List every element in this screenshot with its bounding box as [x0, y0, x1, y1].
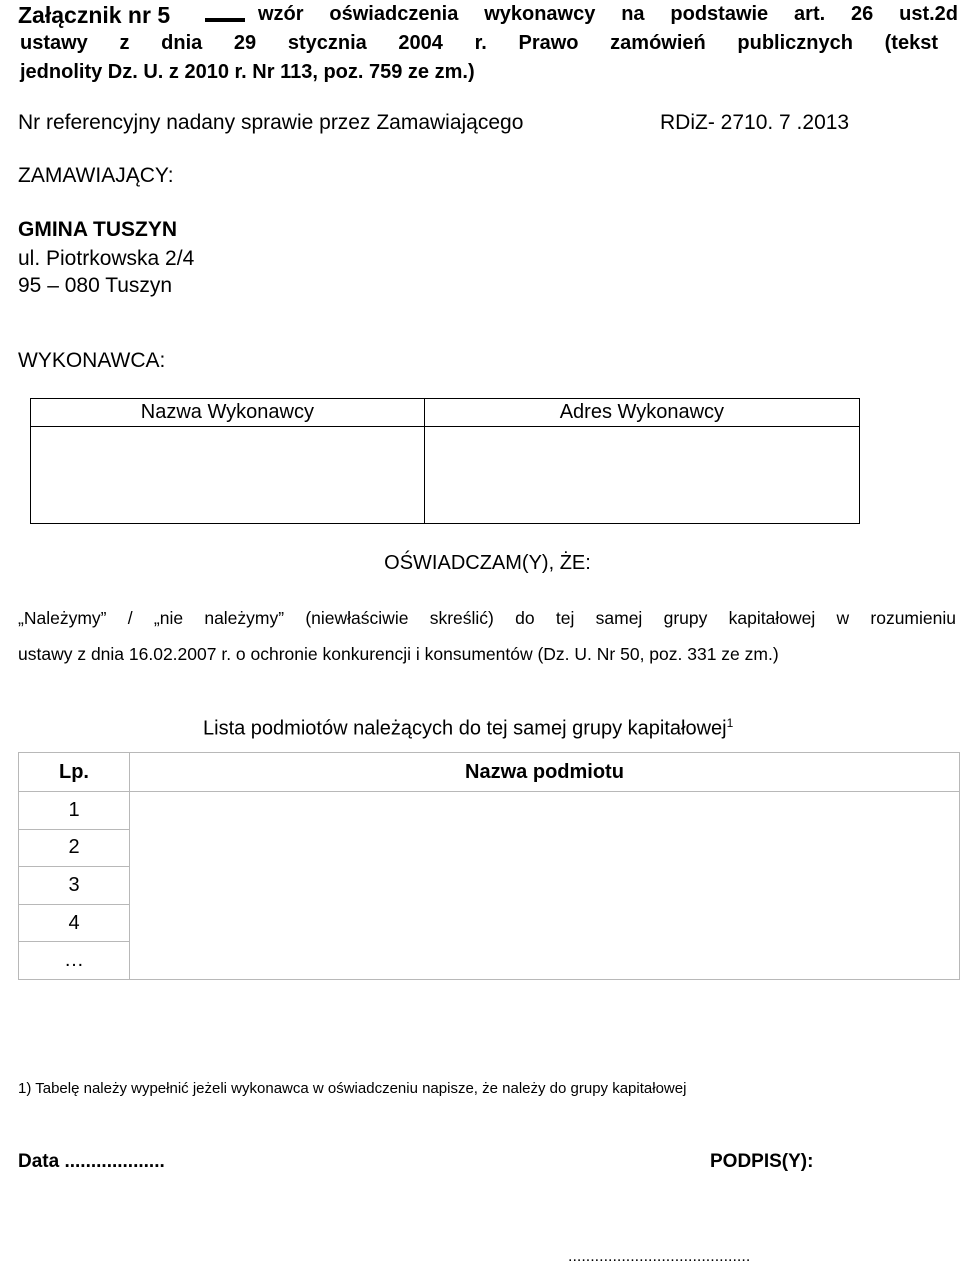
footnote-text: 1) Tabelę należy wypełnić jeżeli wykonawca w oświadczeniu napisze, że należy do grupy kapitałowej: [18, 1080, 687, 1097]
footnote-marker: 1: [726, 716, 734, 730]
lp-header: Lp.: [19, 753, 130, 792]
reference-label: Nr referencyjny nadany sprawie przez Zamawiającego: [18, 111, 524, 134]
contracting-authority-title: ZAMAWIAJĄCY:: [18, 164, 174, 187]
table-row-number: 2: [19, 829, 130, 867]
table-row-number: 1: [19, 792, 130, 830]
table-row-number: 4: [19, 904, 130, 942]
group-table: [18, 752, 960, 980]
declaration-heading: OŚWIADCZAM(Y), ŻE:: [384, 552, 591, 574]
entity-name-header: Nazwa podmiotu: [130, 753, 960, 792]
contractor-address-header: Adres Wykonawcy: [424, 399, 859, 427]
header-line-1: wzór oświadczenia wykonawcy na podstawie art. 26 ust.2d: [258, 3, 958, 25]
date-field[interactable]: Data ...................: [18, 1151, 165, 1172]
contractor-title: WYKONAWCA:: [18, 349, 166, 372]
table-row-number: 3: [19, 867, 130, 905]
header-line-3: jednolity Dz. U. z 2010 r. Nr 113, poz. 759 ze zm.): [20, 61, 475, 83]
contractor-table: [30, 398, 860, 524]
signature-line[interactable]: .........................................: [568, 1248, 751, 1265]
table-row-number: …: [19, 942, 130, 980]
contractor-name-field[interactable]: [31, 427, 425, 524]
header-line-2: ustawy z dnia 29 stycznia 2004 r. Prawo zamówień publicznych (tekst: [20, 32, 938, 54]
contractor-address-field[interactable]: [424, 427, 859, 524]
declaration-text: [18, 600, 956, 672]
contracting-authority-city: 95 – 080 Tuszyn: [18, 274, 173, 297]
declaration-line-1: „Należymy” / „nie należymy” (niewłaściwie skreślić) do tej samej grupy kapitałowej w rozumieniu: [18, 608, 956, 628]
group-list-title-text: Lista podmiotów należących do tej samej grupy kapitałowej: [203, 717, 727, 740]
group-list-title: [203, 716, 733, 741]
contracting-authority-name: GMINA TUSZYN: [18, 218, 178, 241]
entity-name-field[interactable]: [130, 792, 960, 980]
declaration-line-2: ustawy z dnia 16.02.2007 r. o ochronie konkurencji i konsumentów (Dz. U. Nr 50, poz. 331 ze zm.): [18, 644, 779, 664]
signature-label: PODPIS(Y):: [710, 1151, 814, 1172]
contracting-authority-street: ul. Piotrkowska 2/4: [18, 247, 195, 270]
reference-number: RDiZ- 2710. 7 .2013: [660, 111, 850, 134]
title-dash: [205, 18, 245, 22]
contractor-name-header: Nazwa Wykonawcy: [31, 399, 425, 427]
attachment-title: Załącznik nr 5: [18, 2, 171, 28]
